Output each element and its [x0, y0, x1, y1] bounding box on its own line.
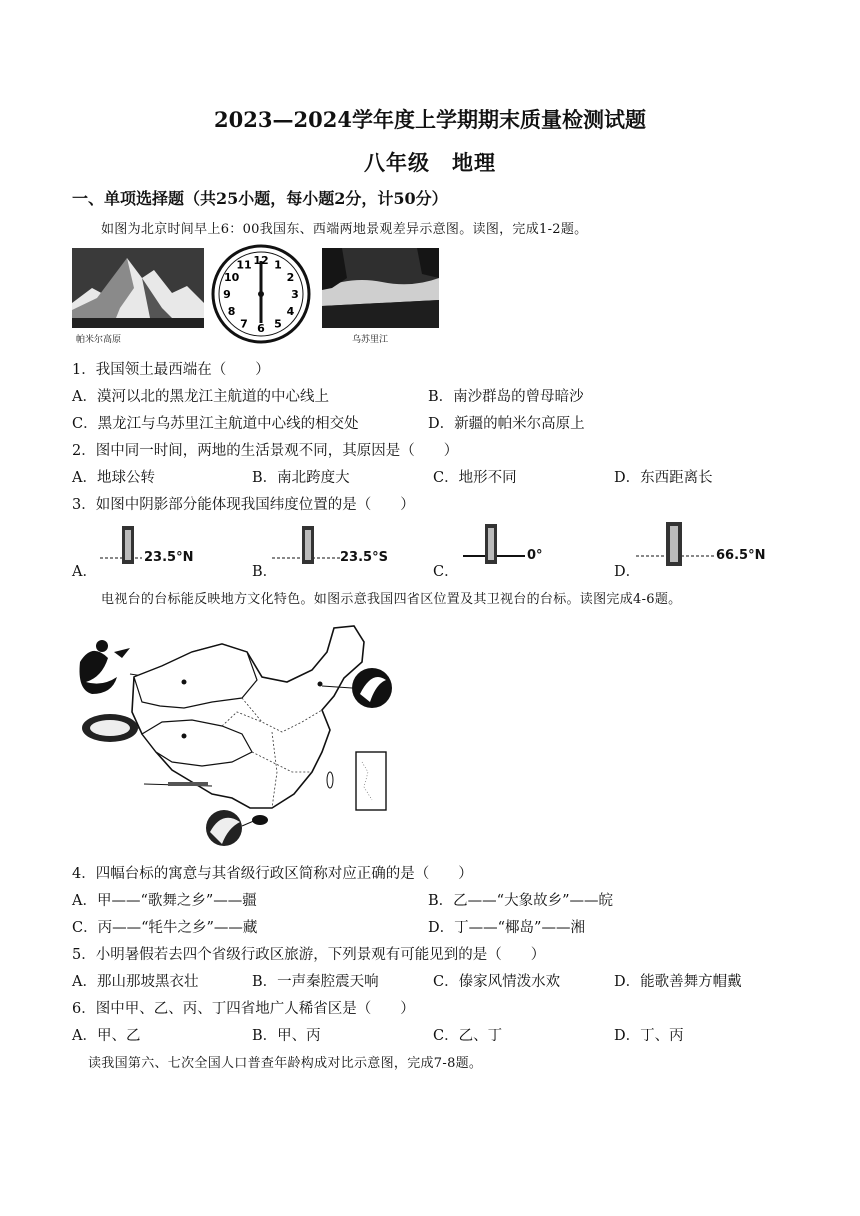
- q2-option-d: D．东西距离长: [614, 470, 713, 486]
- clock-number: 10: [223, 271, 240, 284]
- intro-q7-8: 读我国第六、七次全国人口普查年龄构成对比示意图，完成7-8题。: [88, 1056, 483, 1071]
- q2-option-c: C．地形不同: [433, 470, 517, 486]
- q6-stem: 6．图中甲、乙、丙、丁四省地广人稀省区是（ ）: [72, 1001, 415, 1017]
- logo-jia-icon: [80, 640, 131, 694]
- q1-option-c: C．黑龙江与乌苏里江主航道中心线的相交处: [72, 416, 359, 432]
- q3-figure-a: [100, 518, 225, 568]
- q5-option-d: D．能歌善舞方帽戴: [614, 974, 742, 990]
- q6-option-d: D．丁、丙: [614, 1028, 684, 1044]
- q3-option-c: C．: [433, 564, 459, 580]
- wusuli-caption: 乌苏里江: [352, 335, 389, 345]
- lat-label-b: 23.5°S: [340, 550, 388, 565]
- clock-number: 7: [240, 317, 248, 331]
- q3-option-a: A．: [72, 564, 97, 580]
- q6-option-a: A．甲、乙: [72, 1028, 141, 1044]
- china-map-figure: [72, 622, 452, 852]
- china-map: [72, 622, 452, 852]
- logo-yi-icon: [82, 714, 138, 742]
- figure-wusuli: [322, 248, 439, 344]
- clock-number: 4: [286, 305, 295, 318]
- clock-number: 6: [257, 322, 265, 335]
- logo-ding-icon: [206, 810, 242, 846]
- q1-option-d: D．新疆的帕米尔高原上: [428, 416, 585, 432]
- q4-option-d: D．丁——“椰岛”——湘: [428, 920, 585, 936]
- q1-option-a: A．漠河以北的黑龙江主航道的中心线上: [72, 389, 329, 405]
- q4-option-c: C．丙——“牦牛之乡”——藏: [72, 920, 258, 936]
- intro-q1-2: 如图为北京时间早上6：00我国东、西端两地景观差异示意图。读图，完成1-2题。: [101, 222, 588, 237]
- q1-stem: 1．我国领土最西端在（ ）: [72, 362, 270, 378]
- q3-figure-d: [636, 518, 776, 568]
- q4-option-b: B．乙——“大象故乡”——皖: [428, 893, 613, 909]
- clock-number: 12: [253, 254, 269, 267]
- lat-label-c: 0°: [527, 548, 543, 563]
- clock-number: 9: [223, 288, 231, 301]
- q4-stem: 4．四幅台标的寓意与其省级行政区简称对应正确的是（ ）: [72, 866, 473, 882]
- clock-number: 2: [286, 271, 295, 284]
- clock-figure: [210, 243, 312, 345]
- q3-option-d: D．: [614, 564, 641, 580]
- lat-label-d: 66.5°N: [716, 548, 766, 563]
- q3-option-b: B．: [252, 564, 278, 580]
- clock-number: 8: [227, 305, 236, 318]
- q3-figure-b: [272, 518, 397, 568]
- q1-option-b: B．南沙群岛的曾母暗沙: [428, 389, 584, 405]
- pamir-photo: [72, 248, 204, 328]
- intro-q4-6: 电视台的台标能反映地方文化特色。如图示意我国四省区位置及其卫视台的台标。读图完成4-6题。: [101, 592, 682, 607]
- figure-pamir: [72, 248, 204, 344]
- wusuli-photo: [322, 248, 439, 328]
- q2-option-a: A．地球公转: [72, 470, 155, 486]
- clock-number: 1: [274, 258, 282, 272]
- q3-figure-c: [455, 518, 565, 568]
- clock-number: 5: [274, 317, 282, 331]
- pamir-caption: 帕米尔高原: [76, 335, 122, 345]
- clock-number: 11: [236, 258, 252, 272]
- q3-stem: 3．如图中阴影部分能体现我国纬度位置的是（ ）: [72, 497, 415, 513]
- clock-icon: [210, 243, 312, 345]
- q2-stem: 2．图中同一时间，两地的生活景观不同，其原因是（ ）: [72, 443, 459, 459]
- logo-bing-icon: [352, 668, 392, 708]
- q5-option-c: C．傣家风情泼水欢: [433, 974, 561, 990]
- exam-subtitle: 八年级 地理: [364, 150, 496, 175]
- q5-option-a: A．那山那坡黑衣壮: [72, 974, 199, 990]
- q2-option-b: B．南北跨度大: [252, 470, 350, 486]
- clock-number: 3: [291, 288, 299, 301]
- q6-option-c: C．乙、丁: [433, 1028, 503, 1044]
- lat-label-a: 23.5°N: [144, 550, 194, 565]
- q5-option-b: B．一声秦腔震天响: [252, 974, 379, 990]
- q4-option-a: A．甲——“歌舞之乡”——疆: [72, 893, 257, 909]
- exam-title: 2023—2024学年度上学期期末质量检测试题: [214, 107, 646, 132]
- latitude-bar-c: [455, 518, 565, 568]
- section-heading: 一、单项选择题（共25小题，每小题2分，计50分）: [72, 189, 448, 208]
- q5-stem: 5．小明暑假若去四个省级行政区旅游，下列景观有可能见到的是（ ）: [72, 947, 546, 963]
- q6-option-b: B．甲、丙: [252, 1028, 321, 1044]
